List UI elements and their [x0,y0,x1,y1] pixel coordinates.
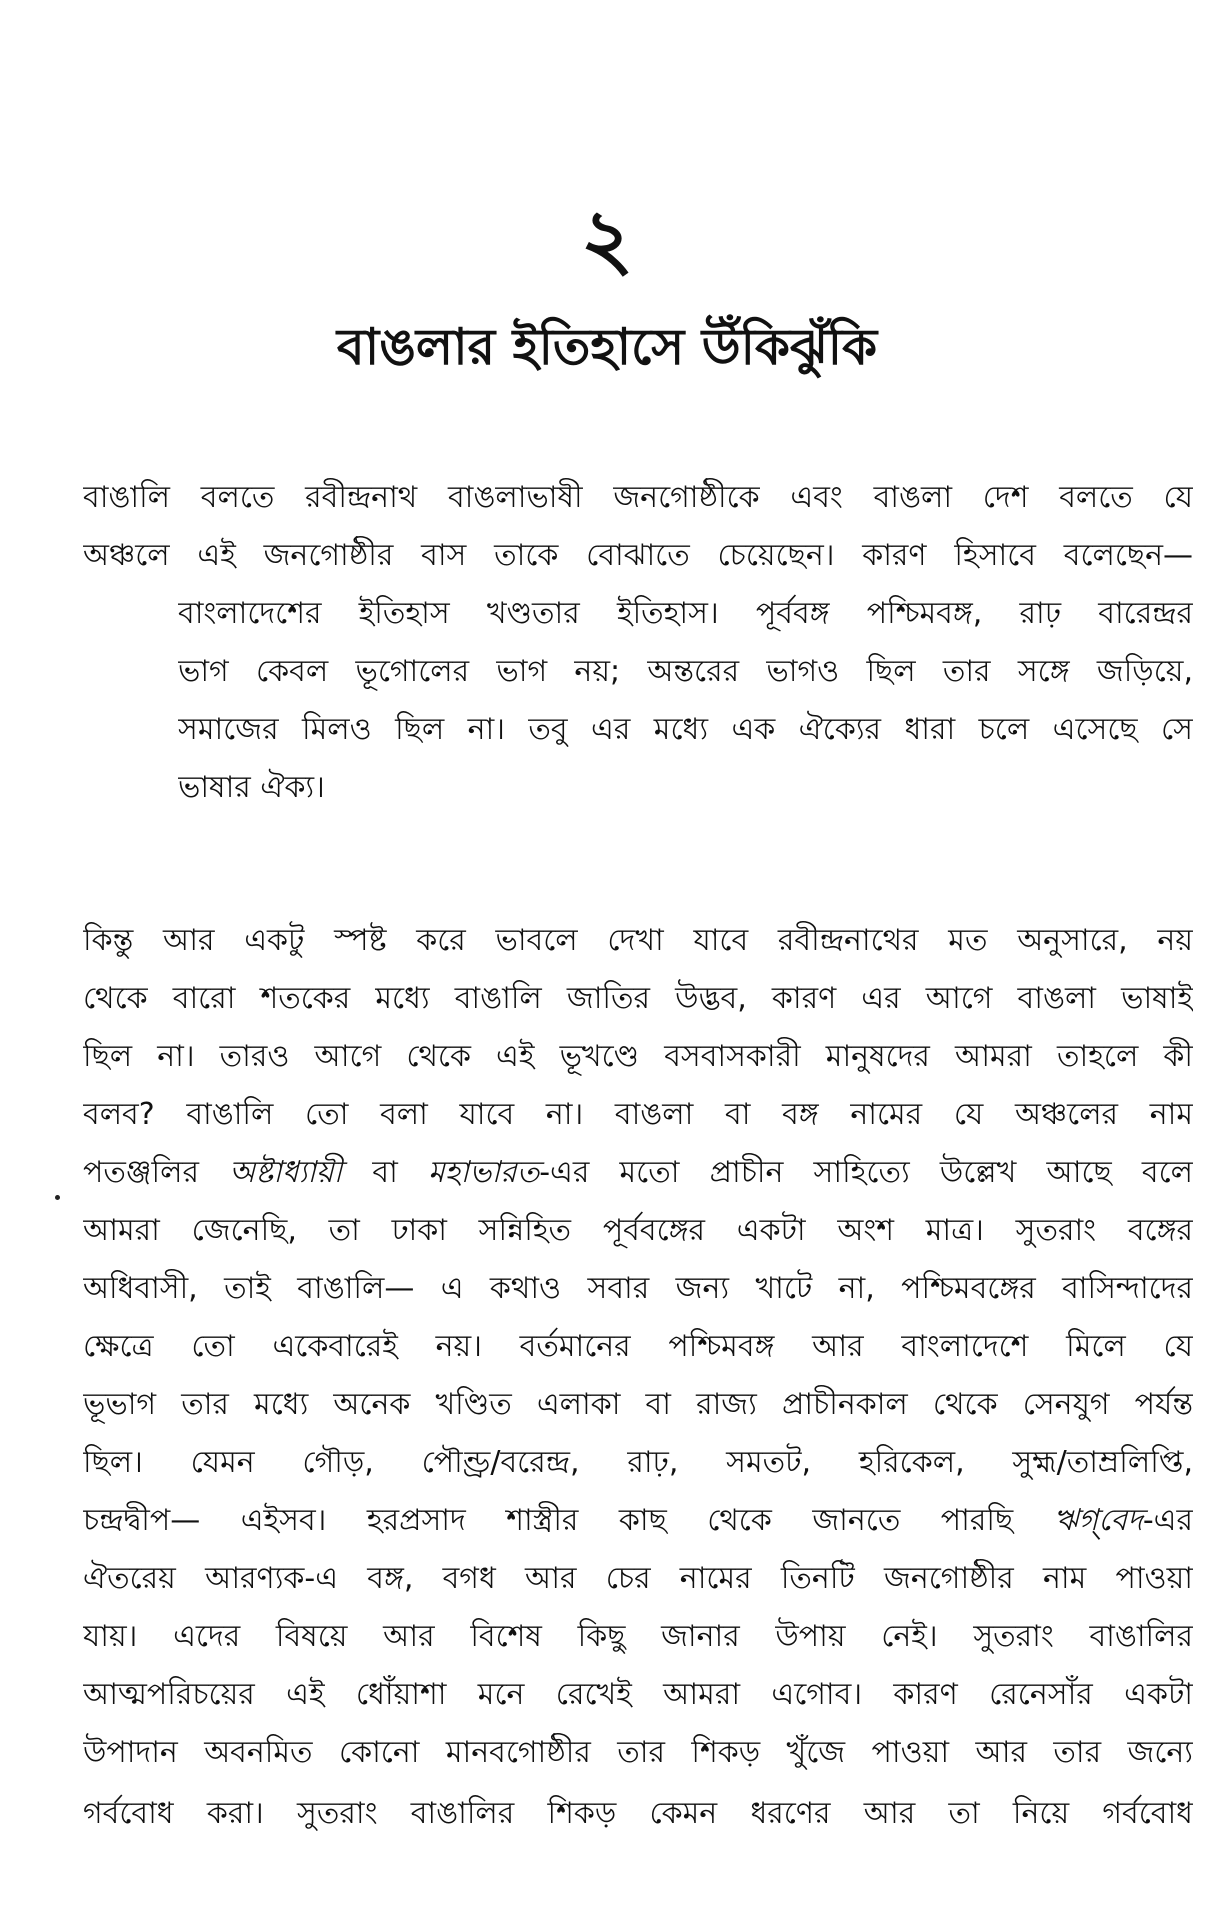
text: বা [342,1155,429,1190]
italic-title-mahabharata: মহাভারত [428,1155,540,1190]
paragraph-line: ছিল। যেমন গৌড়, পৌণ্ড্র/বরেন্দ্র, রাঢ়, সমতট, হরিকেল, সুহ্ম/তাম্রলিপ্তি, [83,1445,1193,1480]
quote-line: বাংলাদেশের ইতিহাস খণ্ডতার ইতিহাস। পূর্ববঙ্গ পশ্চিমবঙ্গ, রাঢ় বারেন্দ্রর [178,596,1193,631]
paragraph-line: বলব? বাঙালি তো বলা যাবে না। বাঙলা বা বঙ্গ নামের যে অঞ্চলের নাম [83,1097,1193,1132]
paragraph-line: যায়। এদের বিষয়ে আর বিশেষ কিছু জানার উপায় নেই। সুতরাং বাঙালির [83,1619,1193,1654]
paragraph-line [83,1144,1193,1202]
italic-title-ashtadhyayi: অষ্টাধ্যায়ী [229,1155,343,1190]
quote-line: সমাজের মিলও ছিল না। তবু এর মধ্যে এক ঐক্যের ধারা চলে এসেছে সে [178,712,1193,747]
italic-title-rigveda: ঋগ্‌বেদ [1053,1503,1143,1538]
scan-speck [55,1195,60,1200]
paragraph-line: বাঙালি বলতে রবীন্দ্রনাথ বাঙলাভাষী জনগোষ্ঠীকে এবং বাঙলা দেশ বলতে যে [83,480,1193,515]
chapter-number: ২ [580,192,634,287]
paragraph-line: ঐতরেয় আরণ্যক-এ বঙ্গ, বগধ আর চের নামের তিনটি জনগোষ্ঠীর নাম পাওয়া [83,1561,1193,1596]
paragraph-line: অঞ্চলে এই জনগোষ্ঠীর বাস তাকে বোঝাতে চেয়েছেন। কারণ হিসাবে বলেছেন— [83,538,1193,573]
paragraph-line: থেকে বারো শতকের মধ্যে বাঙালি জাতির উদ্ভব, কারণ এর আগে বাঙলা ভাষাই [83,981,1193,1016]
quote-line: ভাগ কেবল ভূগোলের ভাগ নয়; অন্তরের ভাগও ছিল তার সঙ্গে জড়িয়ে, [178,654,1193,689]
paragraph-line: আত্মপরিচয়ের এই ধোঁয়াশা মনে রেখেই আমরা এগোব। কারণ রেনেসাঁর একটা [83,1677,1193,1712]
paragraph-line: আমরা জেনেছি, তা ঢাকা সন্নিহিত পূর্ববঙ্গের একটা অংশ মাত্র। সুতরাং বঙ্গের [83,1213,1193,1248]
chapter-title: বাঙলার ইতিহাসে উঁকিঝুঁকি [336,318,878,376]
paragraph-line: ক্ষেত্রে তো একেবারেই নয়। বর্তমানের পশ্চিমবঙ্গ আর বাংলাদেশে মিলে যে [83,1329,1193,1364]
paragraph-line: অধিবাসী, তাই বাঙালি— এ কথাও সবার জন্য খাটে না, পশ্চিমবঙ্গের বাসিন্দাদের [83,1271,1193,1306]
paragraph-line: ভূভাগ তার মধ্যে অনেক খণ্ডিত এলাকা বা রাজ্য প্রাচীনকাল থেকে সেনযুগ পর্যন্ত [83,1387,1193,1422]
text: পতঞ্জলির [83,1155,230,1190]
text: -এর [1142,1503,1193,1538]
text: -এর মতো প্রাচীন সাহিত্যে উল্লেখ আছে বলে [539,1155,1193,1190]
paragraph-line: কিন্তু আর একটু স্পষ্ট করে ভাবলে দেখা যাবে রবীন্দ্রনাথের মত অনুসারে, নয় [83,923,1193,958]
paragraph-line: ছিল না। তারও আগে থেকে এই ভূখণ্ডে বসবাসকারী মানুষদের আমরা তাহলে কী [83,1039,1193,1074]
paragraph-line: গর্ববোধ করা। সুতরাং বাঙালির শিকড় কেমন ধরণের আর তা নিয়ে গর্ববোধ [83,1796,1193,1831]
quote-line: ভাষার ঐক্য। [178,770,325,805]
paragraph-line: উপাদান অবনমিত কোনো মানবগোষ্ঠীর তার শিকড় খুঁজে পাওয়া আর তার জন্যে [83,1735,1193,1770]
text: চন্দ্রদ্বীপ— এইসব। হরপ্রসাদ শাস্ত্রীর কাছ থেকে জানতে পারছি [83,1503,1054,1538]
paragraph-line [83,1492,1193,1550]
